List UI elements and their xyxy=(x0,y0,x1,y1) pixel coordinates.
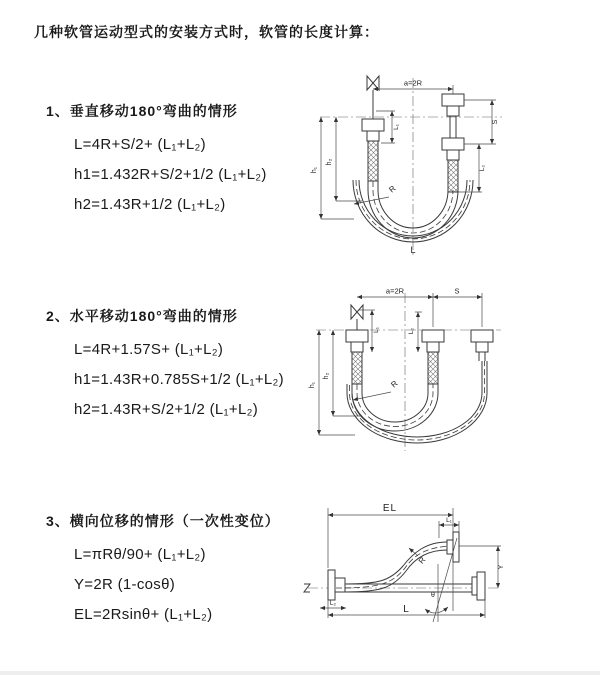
dim-l1: L₁ xyxy=(446,517,452,524)
centerlines xyxy=(320,78,502,256)
left-pipe-fitting xyxy=(346,330,368,384)
dim-l2: L₂ xyxy=(408,327,415,335)
section-heading: 3、横向位移的情形（一次性变位） xyxy=(46,513,280,529)
dim-l2: L₂ xyxy=(329,600,337,607)
dim-l1: L₁ xyxy=(373,327,380,333)
formula-line: h2=1.43R+1/2 (L₁+L₂) xyxy=(74,196,226,213)
diagram-horizontal-180-bend xyxy=(303,279,595,465)
formula-line: L=πRθ/90+ (L₁+L₂) xyxy=(74,546,206,563)
dim-s: S xyxy=(454,286,460,296)
dim-y: Y xyxy=(498,564,505,570)
left-pipe-fitting xyxy=(362,119,384,181)
section-heading: 1、垂直移动180°弯曲的情形 xyxy=(46,103,238,119)
dim-r: R xyxy=(389,378,400,390)
section-horizontal-movement xyxy=(46,306,284,425)
dim-theta: θ xyxy=(431,592,435,599)
dim-h2: h₂ xyxy=(326,158,333,166)
dimensions xyxy=(311,79,499,256)
centerlines xyxy=(316,293,501,451)
formula-line: h1=1.432R+S/2+1/2 (L₁+L₂) xyxy=(74,166,267,183)
dim-r: R xyxy=(387,183,398,195)
valve-icon xyxy=(351,305,363,330)
dim-l: L xyxy=(410,245,416,255)
dim-h1: h₁ xyxy=(311,166,318,174)
dim-s: S xyxy=(492,119,499,125)
page-title: 几种软管运动型式的安装方式时，软管的长度计算： xyxy=(34,24,379,40)
dimensions xyxy=(309,287,482,436)
middle-pipe-fitting xyxy=(422,330,444,384)
formula-line: L=4R+S/2+ (L₁+L₂) xyxy=(74,136,206,153)
dim-el: EL xyxy=(382,503,398,514)
formula-line: L=4R+1.57S+ (L₁+L₂) xyxy=(74,341,224,358)
dimensions xyxy=(320,503,505,618)
section-vertical-movement xyxy=(46,101,267,220)
valve-icon xyxy=(367,76,379,119)
right-pipe-fitting xyxy=(442,94,464,192)
dim-l: L xyxy=(403,604,409,615)
hose-u-bend-shifted xyxy=(347,361,487,443)
upper-right-flange xyxy=(447,532,459,562)
page-bottom-edge xyxy=(0,671,600,675)
formula-line: h1=1.43R+0.785S+1/2 (L₁+L₂) xyxy=(74,371,284,388)
dim-l1: L₁ xyxy=(393,124,400,130)
section-heading: 2、水平移动180°弯曲的情形 xyxy=(46,308,238,324)
dim-h1: h₁ xyxy=(309,381,316,389)
lower-right-flange xyxy=(472,572,485,600)
dim-l2: L₂ xyxy=(479,164,486,172)
section-lateral-displacement xyxy=(46,511,280,630)
diagram-vertical-180-bend xyxy=(306,70,598,262)
left-flange xyxy=(328,570,345,600)
formula-line: Y=2R (1-cosθ) xyxy=(74,576,176,593)
hose-u-bend xyxy=(352,384,438,431)
dim-a2r: a=2R xyxy=(403,78,423,88)
diagram-lateral-displacement xyxy=(296,494,510,648)
formula-line: EL=2Rsinθ+ (L₁+L₂) xyxy=(74,606,213,623)
dim-h2: h₂ xyxy=(323,372,330,380)
shifted-pipe-fitting xyxy=(471,330,493,361)
dim-r: R xyxy=(416,555,428,566)
dim-a2r: a=2R xyxy=(385,286,405,296)
formula-line: h2=1.43R+S/2+1/2 (L₁+L₂) xyxy=(74,401,259,418)
